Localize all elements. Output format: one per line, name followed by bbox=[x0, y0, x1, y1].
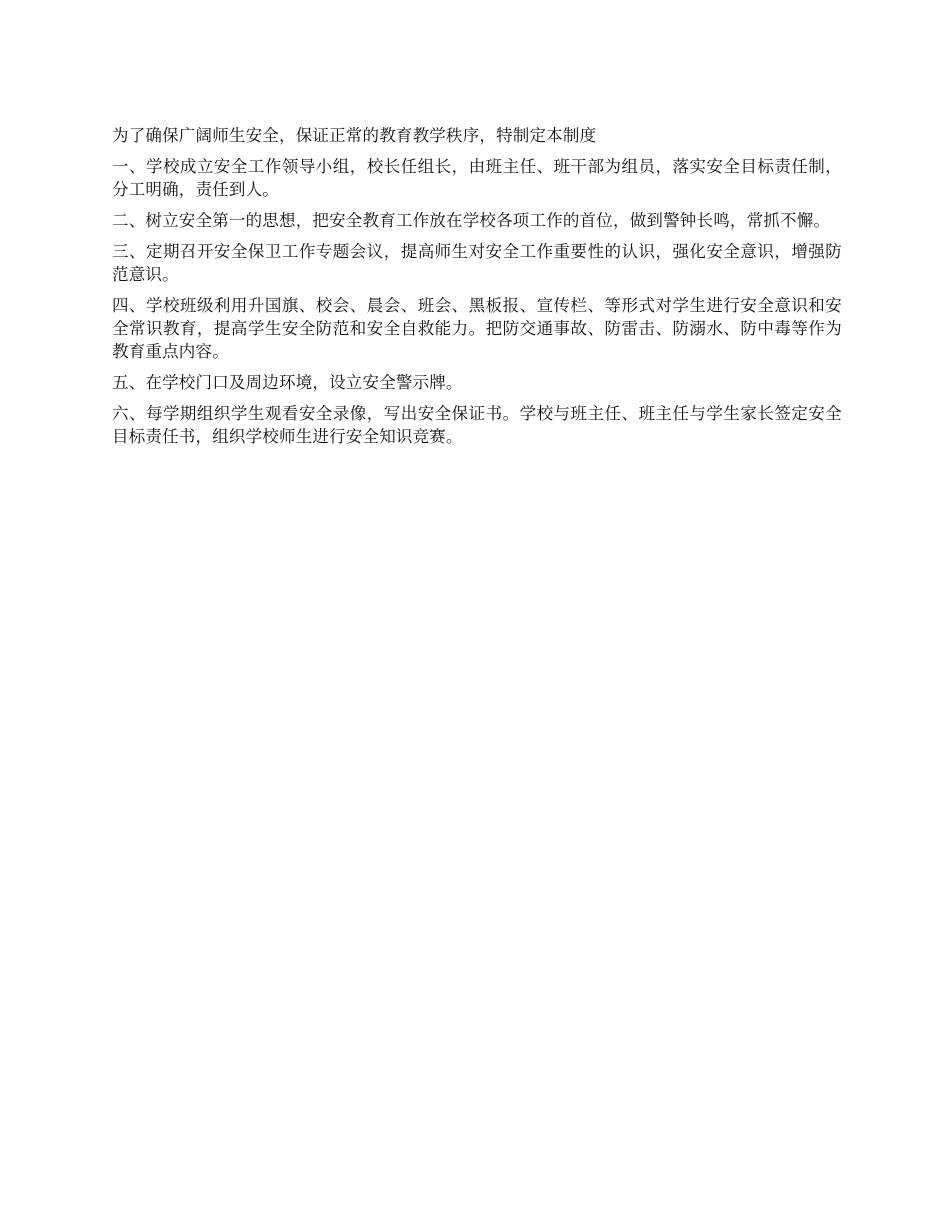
intro-paragraph: 为了确保广阔师生安全，保证正常的教育教学秩序，特制定本制度 bbox=[112, 126, 597, 145]
rule-paragraph-4: 四、学校班级利用升国旗、校会、晨会、班会、黑板报、宣传栏、等形式对学生进行安全意识和安全常识教育，提高学生安全防范和安全自救能力。把防交通事故、防雷击、防溺水、防中毒等作为教育重点内容。 bbox=[112, 296, 842, 361]
rule-paragraph-2: 二、树立安全第一的思想，把安全教育工作放在学校各项工作的首位，做到警钟长鸣，常抓不懈。 bbox=[112, 211, 831, 230]
rule-paragraph-1: 一、学校成立安全工作领导小组，校长任组长，由班主任、班干部为组员，落实安全目标责任制，分工明确，责任到人。 bbox=[112, 157, 842, 199]
document-page bbox=[112, 124, 842, 456]
rule-paragraph-3: 三、定期召开安全保卫工作专题会议，提高师生对安全工作重要性的认识，强化安全意识，增强防范意识。 bbox=[112, 242, 842, 284]
rule-paragraph-5: 五、在学校门口及周边环境，设立安全警示牌。 bbox=[112, 373, 463, 392]
rule-paragraph-6: 六、每学期组织学生观看安全录像，写出安全保证书。学校与班主任、班主任与学生家长签定安全目标责任书，组织学校师生进行安全知识竞赛。 bbox=[112, 404, 842, 446]
